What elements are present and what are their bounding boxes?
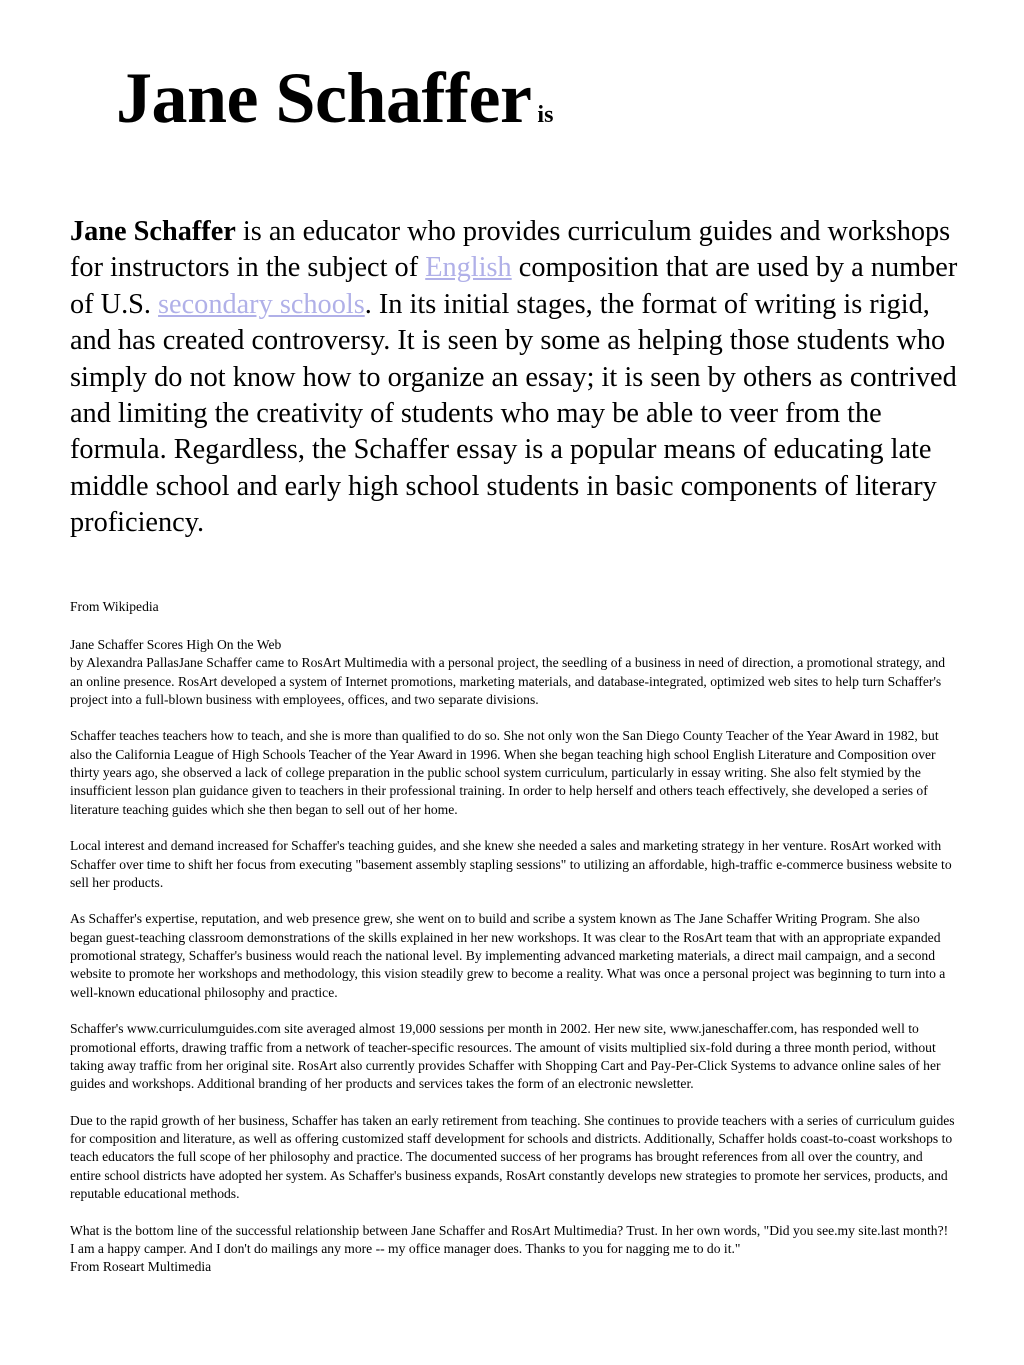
title-main: Jane Schaffer [116,58,532,138]
article-paragraph-5: Schaffer's www.curriculumguides.com site averaged almost 19,000 sessions per month in 2002. Her new site, www.janeschaffer.com, has responded well to promotional efforts, drawing traffic from a network of teacher-specific resources. The amount of visits multiplied six-fold during a three month period, without taking away traffic from her original site. RosArt also currently provides Schaffer with Shopping Cart and Pay-Per-Click Systems to advance online sales of her guides and workshops. Additional branding of her products and services takes the form of an electronic newsletter. [70,1021,941,1092]
article-paragraph-6: Due to the rapid growth of her business, Schaffer has taken an early retirement from teaching. She continues to provide teachers with a series of curriculum guides for composition and literature, as well as offering customized staff development for schools and districts. Additionally, Schaffer holds coast-to-coast workshops to teach educators the full scope of her philosophy and practice. The documented success of her programs has brought references from all over the country, and entire school districts have adopted her system. As Schaffer's business expands, RosArt constantly develops new strategies to promote her services, products, and reputable educational methods. [70,1112,955,1201]
title-suffix: is [537,102,554,128]
english-link[interactable]: English [425,252,512,284]
article-paragraph-4: As Schaffer's expertise, reputation, and web presence grew, she went on to build and scribe a system known as The Jane Schaffer Writing Program. She also began guest-teaching classroom demonstrations of the skills explained in her new workshops. It was clear to the RosArt team that with an appropriate expanded promotional strategy, Schaffer's business would reach the national level. By implementing advanced marketing materials, a direct mail campaign, and a second website to promote her workshops and methodology, this vision steadily grew to become a reality. What was once a personal project was beginning to turn into a well-known educational philosophy and practice. [70,911,946,1000]
article-conclusion [70,1222,955,1277]
article-paragraph-3: Local interest and demand increased for Schaffer's teaching guides, and she knew she needed a sales and marketing strategy in her venture. RosArt worked with Schaffer over time to shift her focus from executing "basement assembly stapling sessions" to utilizing an affordable, high-traffic e-commerce business website to sell her products. [70,838,952,890]
article-headline: Jane Schaffer Scores High On the Web [70,637,282,652]
source-note: From Wikipedia [70,599,159,614]
intro-name: Jane Schaffer [70,216,236,247]
intro-text-3: . In its initial stages, the format of writing is rigid, and has created controversy. It is seen by some as helping those students who simply do not know how to organize an essay; it is seen by others as contrived and limiting the creativity of students who may be able to veer from the formula. Regardless, the Schaffer essay is a popular means of educating late middle school and early high school students in basic components of literary proficiency. [70,288,957,539]
article-paragraph-7: What is the bottom line of the successful relationship between Jane Schaffer and RosArt Multimedia? Trust. In her own words, "Did you see.my site.last month?! I am a happy camper. And I don't do mailings any more -- my office manager does. Thanks to you for nagging me to do it." [70,1222,949,1256]
intro-paragraph [70,214,960,542]
intro-text-1: is an educator who provides curriculum guides and workshops for instructors in the subject of [70,216,951,284]
article [70,636,955,1276]
intro-text-2: composition that are used by a number of U.S. [70,252,958,320]
article-intro [70,636,955,709]
article-footer: From Roseart Multimedia [70,1259,212,1275]
page-title [116,58,554,138]
secondary-schools-link[interactable]: secondary schools [158,288,365,320]
article-paragraph-1: by Alexandra PallasJane Schaffer came to RosArt Multimedia with a personal project, the seedling of a business in need of direction, a promotional strategy, and an online presence. RosArt developed a system of Internet promotions, marketing materials, and database-integrated, optimized web sites to help turn Schaffer's project into a full-blown business with employees, offices, and two separate divisions. [70,655,946,707]
article-paragraph-2: Schaffer teaches teachers how to teach, and she is more than qualified to do so. She not only won the San Diego County Teacher of the Year Award in 1982, but also the California League of High Schools Teacher of the Year Award in 1996. When she began teaching high school English Literature and Composition over thirty years ago, she observed a lack of college preparation in the public school system curriculum, particularly in essay writing. She also felt stymied by the insufficient lesson plan guidance given to teachers in their professional training. In order to help herself and others teach effectively, she developed a series of literature teaching guides which she then began to sell out of her home. [70,728,939,817]
